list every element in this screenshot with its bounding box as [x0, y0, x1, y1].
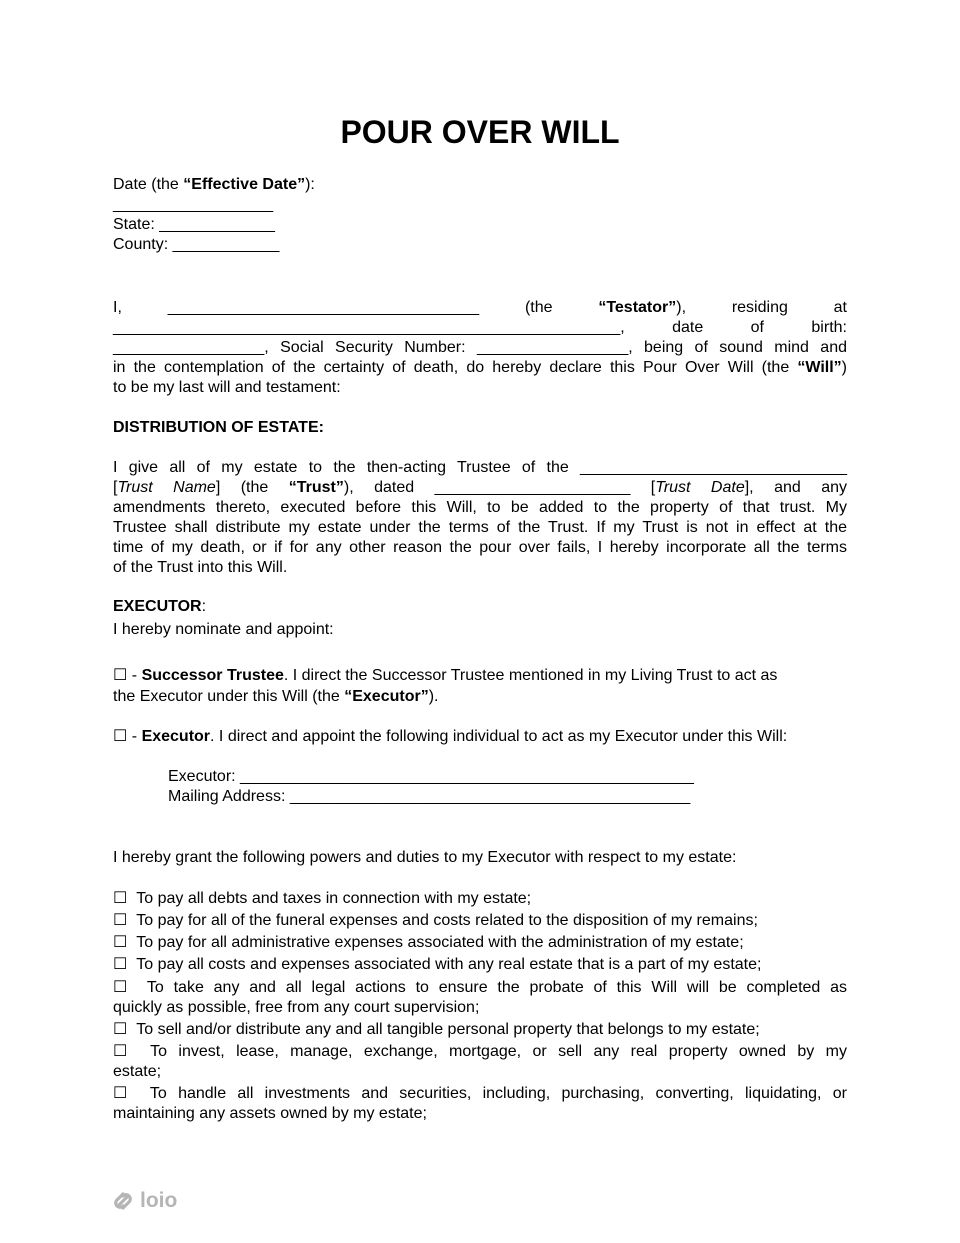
testator-line-2: _________________________________________________________, date of birth:	[113, 319, 847, 336]
option-successor-trustee-line-2: the Executor under this Will (the “Executor”).	[113, 688, 439, 705]
distribution-line-4: Trustee shall distribute my estate under the terms of the Trust. If my Trust is not in effect at the	[113, 519, 847, 536]
power-checkbox[interactable]: ☐	[113, 890, 128, 907]
power-checkbox[interactable]: ☐	[113, 934, 128, 951]
mailing-address-field[interactable]: Mailing Address: _____________________________________________	[168, 788, 691, 805]
distribution-heading: DISTRIBUTION OF ESTATE:	[113, 419, 324, 436]
effective-date-blank[interactable]: __________________	[113, 196, 274, 213]
checkbox-successor-trustee[interactable]: ☐	[113, 667, 128, 684]
testator-line-1: I, ___________________________________ (the “Testator”), residing at	[113, 299, 847, 316]
effective-date-label: Date (the “Effective Date”):	[113, 176, 315, 193]
power-checkbox[interactable]: ☐	[113, 1043, 128, 1060]
testator-line-3: _________________, Social Security Number: _________________, being of sound mind and	[113, 339, 847, 356]
power-checkbox[interactable]: ☐	[113, 1021, 128, 1038]
power-checkbox[interactable]: ☐	[113, 1085, 128, 1102]
nominate-text: I hereby nominate and appoint:	[113, 621, 334, 638]
power-item: ☐ To handle all investments and securities, including, purchasing, converting, liquidating, or maintaining any assets owned by my estate;	[113, 1085, 848, 1122]
power-item: ☐ To pay for all of the funeral expenses and costs related to the disposition of my remains;	[113, 912, 758, 929]
power-item: ☐ To pay all costs and expenses associated with any real estate that is a part of my estate;	[113, 956, 762, 973]
distribution-line-2: [Trust Name] (the “Trust”), dated ______________________ [Trust Date], and any	[113, 479, 848, 496]
power-checkbox[interactable]: ☐	[113, 979, 128, 996]
powers-intro: I hereby grant the following powers and duties to my Executor with respect to my estate:	[113, 849, 737, 866]
state-field[interactable]: State: _____________	[113, 216, 275, 233]
power-checkbox[interactable]: ☐	[113, 912, 128, 929]
power-checkbox[interactable]: ☐	[113, 956, 128, 973]
executor-name-field[interactable]: Executor: ___________________________________________________	[168, 768, 694, 785]
distribution-line-1: I give all of my estate to the then-acting Trustee of the ______________________________	[113, 459, 847, 476]
distribution-paragraph	[113, 458, 847, 578]
document-title: POUR OVER WILL	[340, 114, 620, 150]
testator-paragraph	[113, 298, 847, 398]
power-item: ☐ To sell and/or distribute any and all tangible personal property that belongs to my estate;	[113, 1021, 760, 1038]
testator-address-blank[interactable]: _________________________________________________________,	[113, 319, 625, 336]
distribution-line-5: time of my death, or if for any other reason the pour over fails, I hereby incorporate all the terms	[113, 539, 847, 556]
power-item: ☐ To pay all debts and taxes in connection with my estate;	[113, 890, 532, 907]
power-item: ☐ To invest, lease, manage, exchange, mortgage, or sell any real property owned by my estate;	[113, 1043, 848, 1080]
county-field[interactable]: County: ____________	[113, 236, 280, 253]
power-item: ☐ To pay for all administrative expenses associated with the administration of my estate;	[113, 934, 744, 951]
testator-line-4: in the contemplation of the certainty of death, do hereby declare this Pour Over Will (the “Will”)	[113, 359, 847, 376]
logo-text: loio	[140, 1189, 178, 1212]
option-successor-trustee[interactable]: ☐ - Successor Trustee. I direct the Successor Trustee mentioned in my Living Trust to act as	[113, 667, 778, 684]
loio-logo-icon	[112, 1190, 134, 1212]
option-executor[interactable]: ☐ - Executor. I direct and appoint the following individual to act as my Executor under this Will:	[113, 728, 788, 745]
checkbox-executor[interactable]: ☐	[113, 728, 128, 745]
powers-list	[113, 889, 847, 1126]
loio-logo	[112, 1190, 177, 1212]
distribution-line-3: amendments thereto, executed before this Will, to be added to the property of that trust. My	[113, 499, 847, 516]
testator-name-blank[interactable]: ___________________________________	[167, 299, 480, 316]
distribution-line-6: of the Trust into this Will.	[113, 559, 288, 576]
power-item: ☐ To take any and all legal actions to ensure the probate of this Will will be completed as quickly as possible, free from any court supervision;	[113, 979, 847, 1016]
executor-heading: EXECUTOR:	[113, 598, 207, 615]
testator-line-5: to be my last will and testament:	[113, 379, 341, 396]
